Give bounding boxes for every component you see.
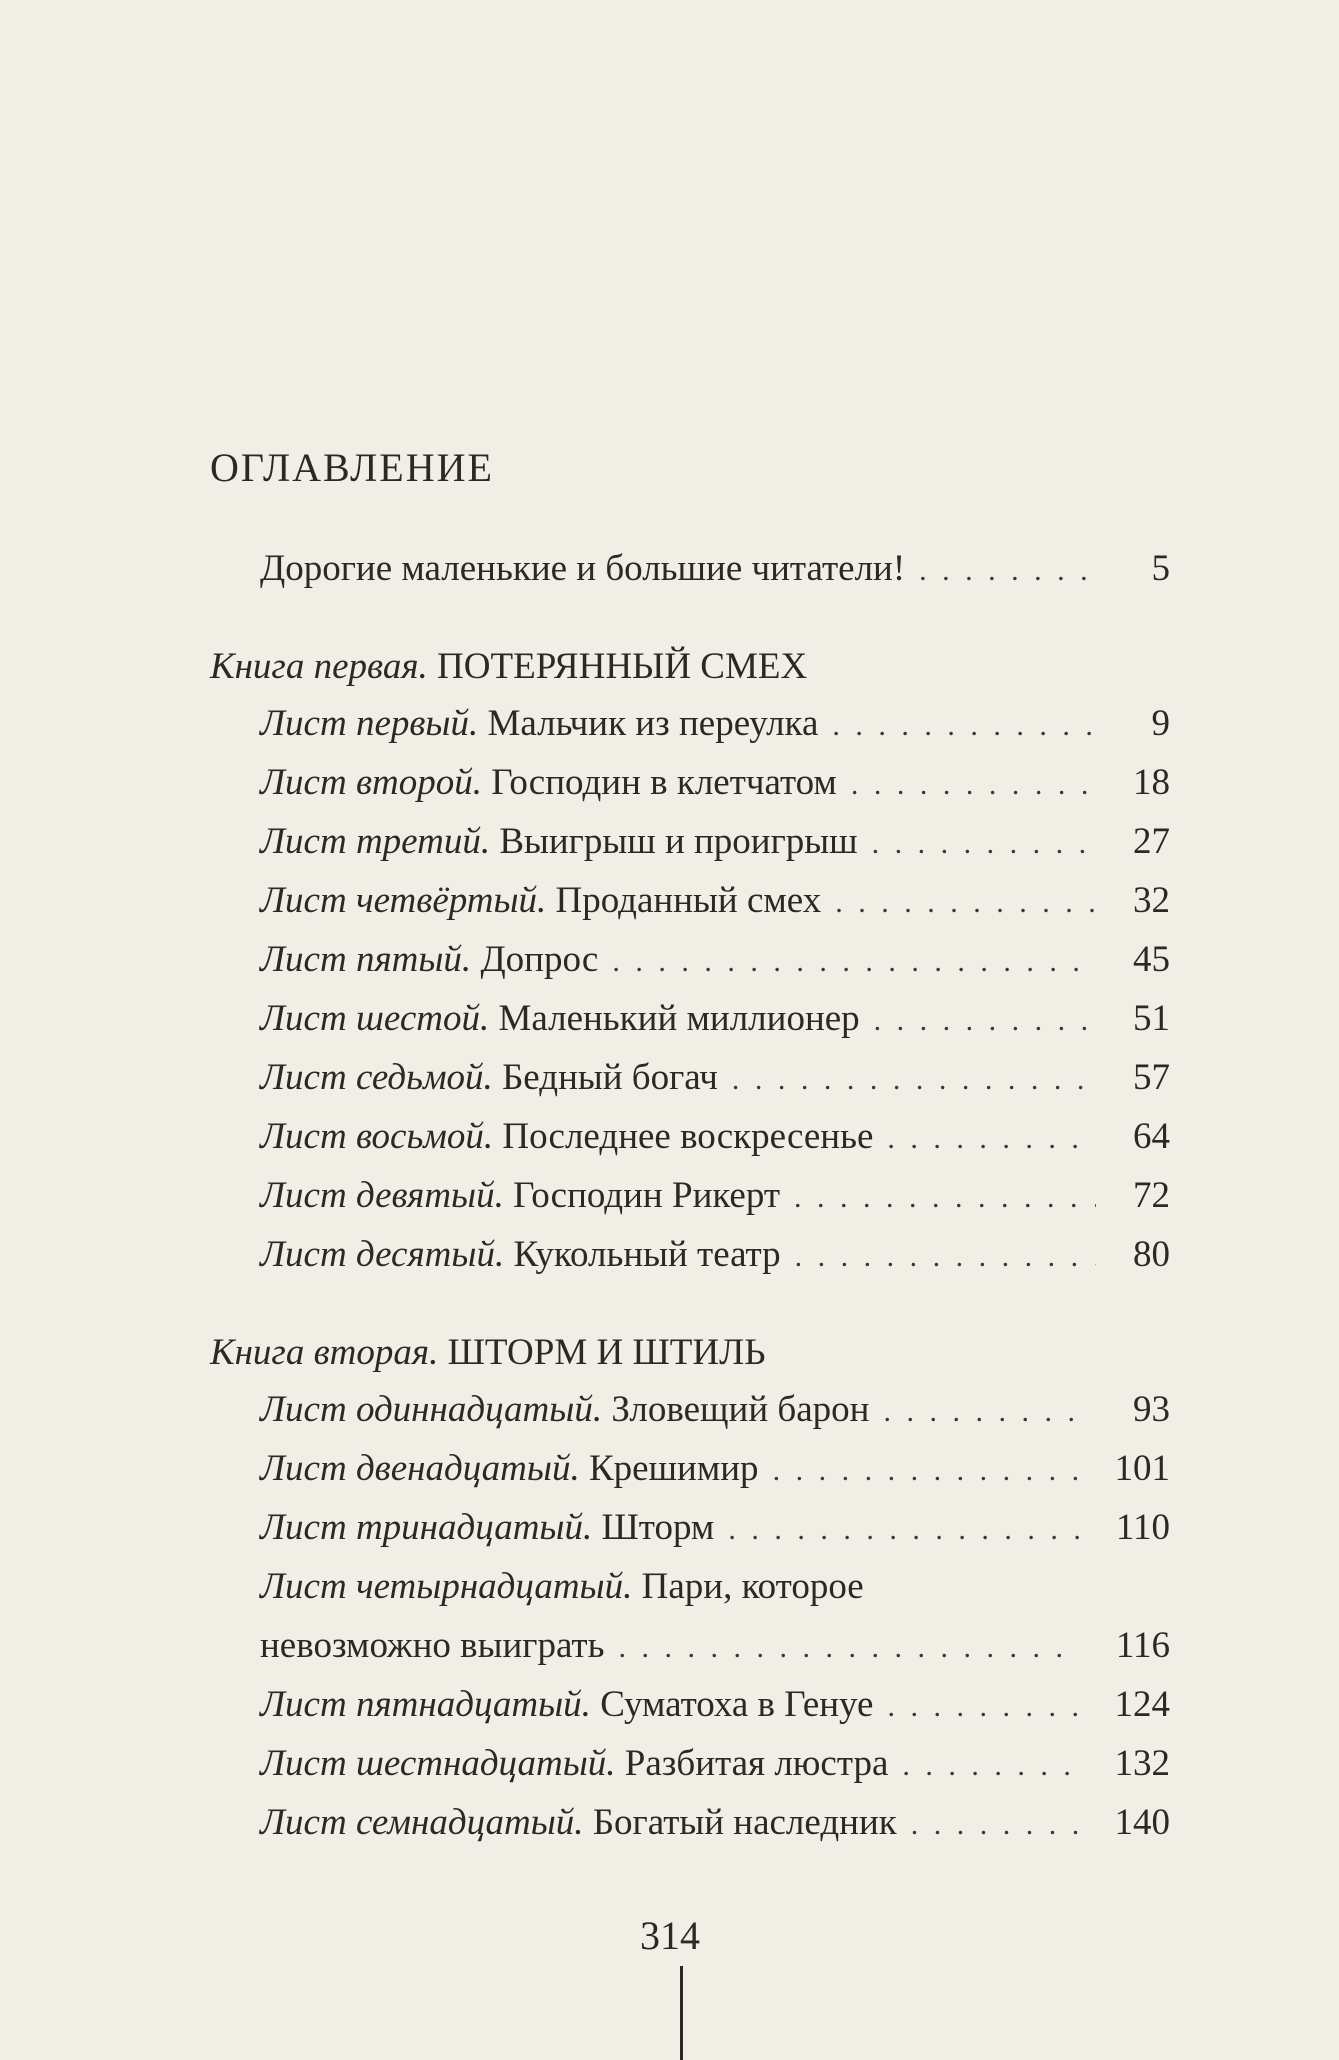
chapter-title: Шторм [601, 1507, 715, 1548]
chapter-label: Лист седьмой. [260, 1057, 493, 1098]
chapter-title: Суматоха в Генуе [600, 1684, 874, 1725]
chapter-label: Лист четырнадцатый. [260, 1566, 633, 1607]
chapter-label: Лист пятый. [260, 939, 472, 980]
page-number: 101 [1114, 1448, 1170, 1489]
chapter-label: Лист одиннадцатый. [260, 1389, 603, 1430]
chapter-title: Разбитая люстра [624, 1743, 889, 1784]
chapter-label: Лист третий. [260, 821, 491, 862]
toc-entry[interactable] [260, 1049, 1170, 1107]
dot-leader [832, 695, 1096, 755]
chapter-label: Лист тринадцатый. [260, 1507, 593, 1548]
chapter-label: Лист второй. [260, 762, 482, 803]
toc-entry[interactable] [260, 813, 1170, 871]
toc-entry[interactable] [260, 1381, 1170, 1439]
chapter-label: Лист восьмой. [260, 1116, 494, 1157]
toc-entry[interactable] [260, 1499, 1170, 1557]
book-title: ПОТЕРЯННЫЙ СМЕХ [437, 646, 808, 687]
page-number: 45 [1133, 939, 1170, 980]
page-number: 110 [1115, 1507, 1170, 1548]
toc-entry[interactable] [260, 695, 1170, 753]
dot-leader [612, 931, 1096, 991]
toc-entry[interactable] [260, 1108, 1170, 1166]
page-number: 116 [1115, 1625, 1170, 1666]
toc-entry[interactable] [260, 1676, 1170, 1734]
toc-entry[interactable] [260, 754, 1170, 812]
entry-title: Дорогие маленькие и большие читатели! [260, 548, 906, 589]
chapter-title: Допрос [480, 939, 599, 980]
toc-entry[interactable] [260, 1226, 1170, 1284]
dot-leader [795, 1226, 1096, 1286]
chapter-title: Зловещий барон [611, 1389, 870, 1430]
book-label: Книга первая. [210, 646, 428, 687]
dot-leader [887, 1676, 1080, 1736]
dot-leader [835, 872, 1096, 932]
toc-entry[interactable] [260, 1794, 1170, 1852]
dot-leader [618, 1617, 1080, 1677]
dot-leader [851, 754, 1096, 814]
toc-entry[interactable] [260, 1167, 1170, 1225]
page-number: 140 [1114, 1802, 1170, 1843]
toc-entry[interactable] [260, 872, 1170, 930]
page-number: 18 [1133, 762, 1170, 803]
chapter-title: Кукольный театр [513, 1234, 781, 1275]
chapter-title: Пари, которое [641, 1566, 864, 1607]
book-heading-2 [210, 1324, 765, 1382]
page-number: 5 [1151, 548, 1170, 589]
chapter-label: Лист десятый. [260, 1234, 505, 1275]
page-number: 132 [1114, 1743, 1170, 1784]
dot-leader [902, 1735, 1080, 1795]
page-folio: 314 [640, 1913, 700, 1958]
toc-entry-continued[interactable] [260, 1617, 1170, 1675]
page-number: 57 [1133, 1057, 1170, 1098]
page-number: 32 [1133, 880, 1170, 921]
chapter-label: Лист первый. [260, 703, 479, 744]
page-number: 80 [1133, 1234, 1170, 1275]
toc-entry[interactable] [260, 990, 1170, 1048]
chapter-label: Лист двенадцатый. [260, 1448, 580, 1489]
dot-leader [887, 1108, 1096, 1168]
chapter-label: Лист семнадцатый. [260, 1802, 584, 1843]
dot-leader [794, 1167, 1096, 1227]
book-label: Книга вторая. [210, 1332, 439, 1373]
toc-entry-first-line[interactable] [260, 1558, 864, 1616]
chapter-title: Выигрыш и проигрыш [499, 821, 858, 862]
chapter-title: Бедный богач [502, 1057, 718, 1098]
page-number: 9 [1151, 703, 1170, 744]
chapter-label: Лист пятнадцатый. [260, 1684, 591, 1725]
dot-leader [919, 540, 1096, 600]
dot-leader [728, 1499, 1080, 1559]
page-number: 124 [1114, 1684, 1170, 1725]
chapter-title: Проданный смех [555, 880, 822, 921]
toc-entry[interactable] [260, 931, 1170, 989]
toc-heading: ОГЛАВЛЕНИЕ [210, 445, 494, 490]
chapter-label: Лист шестой. [260, 998, 490, 1039]
page-number: 72 [1133, 1175, 1170, 1216]
chapter-title: Последнее воскресенье [502, 1116, 874, 1157]
dot-leader [874, 990, 1096, 1050]
page-number: 51 [1133, 998, 1170, 1039]
dot-leader [872, 813, 1096, 873]
chapter-title: Мальчик из переулка [487, 703, 819, 744]
toc-entry-intro[interactable] [260, 540, 1170, 598]
toc-entry[interactable] [260, 1440, 1170, 1498]
dot-leader [883, 1381, 1080, 1441]
page-number: 93 [1133, 1389, 1170, 1430]
book-heading-1 [210, 638, 807, 696]
chapter-title: Крешимир [588, 1448, 759, 1489]
chapter-title: Богатый наследник [592, 1802, 897, 1843]
dot-leader [773, 1440, 1080, 1500]
chapter-title: Господин в клетчатом [491, 762, 837, 803]
book-title: ШТОРМ И ШТИЛЬ [447, 1332, 766, 1373]
chapter-title-continued: невозможно выиграть [260, 1625, 605, 1666]
dot-leader [732, 1049, 1096, 1109]
folio-rule [680, 1966, 683, 2060]
chapter-label: Лист девятый. [260, 1175, 504, 1216]
chapter-title: Господин Рикерт [513, 1175, 781, 1216]
page-number: 27 [1133, 821, 1170, 862]
chapter-label: Лист четвёртый. [260, 880, 547, 921]
page-number: 64 [1133, 1116, 1170, 1157]
chapter-label: Лист шестнадцатый. [260, 1743, 616, 1784]
chapter-title: Маленький миллионер [498, 998, 860, 1039]
toc-entry[interactable] [260, 1735, 1170, 1793]
dot-leader [911, 1794, 1080, 1854]
